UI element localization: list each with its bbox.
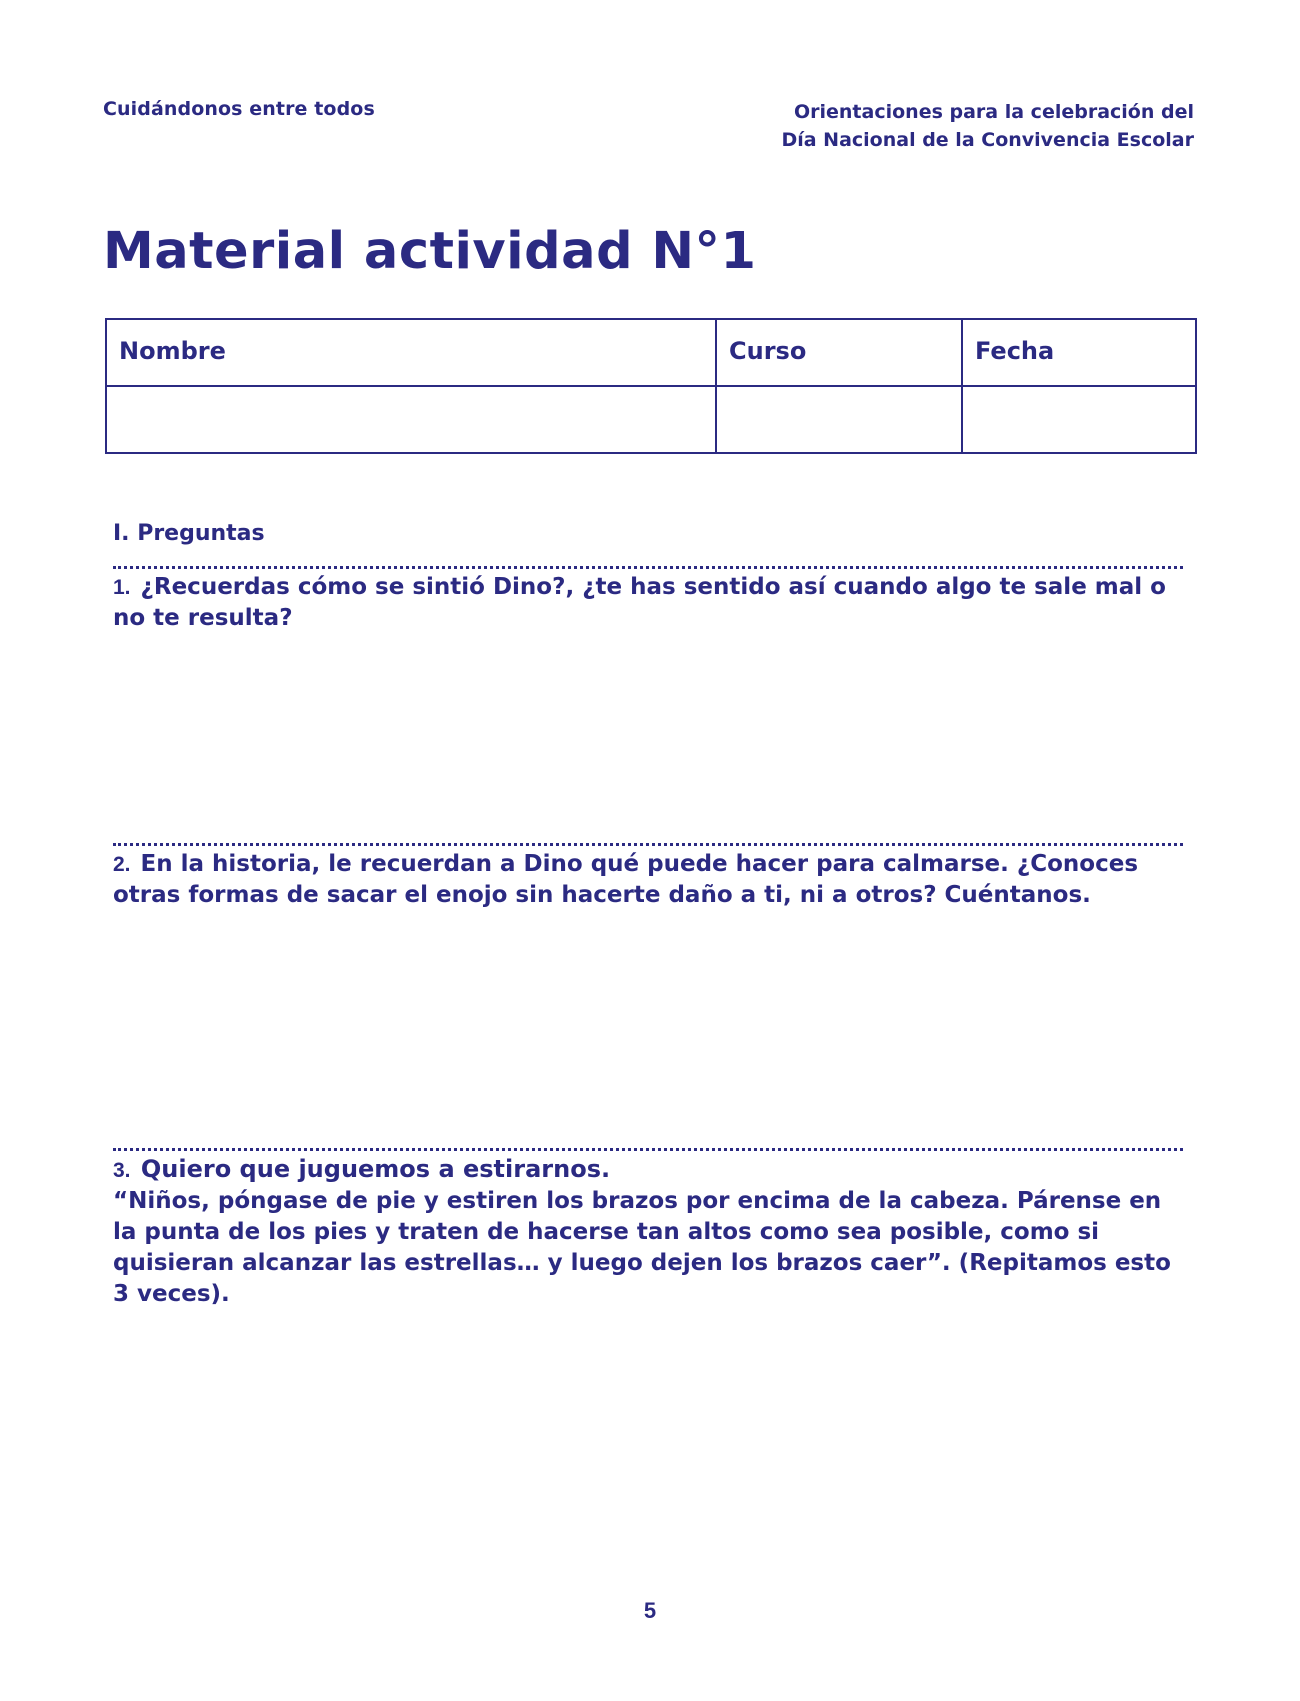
header-right	[781, 98, 1194, 154]
question-1-text: ¿Recuerdas cómo se sintió Dino?, ¿te has sentido así cuando algo te sale mal o no te resulta?	[113, 574, 1166, 631]
page-number: 5	[643, 1598, 657, 1623]
dotted-divider	[113, 1148, 1183, 1151]
header-right-line-2: Día Nacional de la Convivencia Escolar	[781, 129, 1194, 151]
info-header-row	[106, 319, 1196, 386]
question-3-number: 3.	[113, 1159, 131, 1182]
page-title: Material actividad N°1	[103, 222, 757, 281]
question-2	[113, 849, 1188, 911]
question-3-text: “Niños, póngase de pie y estiren los brazos por encima de la cabeza. Párense en la punta de los pies y traten de hacerse tan altos como sea posible, como si quisieran alcanzar las estrellas… y luego dejen los brazos caer”. (Repitamos esto 3 veces).	[113, 1188, 1171, 1307]
fecha-header: Fecha	[962, 319, 1196, 386]
student-info-table	[105, 318, 1197, 454]
question-1	[113, 572, 1188, 634]
fecha-field[interactable]	[962, 386, 1196, 453]
info-value-row	[106, 386, 1196, 453]
header-left-text: Cuidándonos entre todos	[103, 98, 375, 120]
nombre-field[interactable]	[106, 386, 716, 453]
question-2-number: 2.	[113, 853, 131, 876]
question-3	[113, 1154, 1188, 1310]
question-3-heading-text: Quiero que juguemos a estirarnos.	[140, 1155, 611, 1183]
curso-field[interactable]	[716, 386, 962, 453]
question-3-heading	[113, 1154, 1188, 1186]
dotted-divider	[113, 843, 1183, 846]
nombre-header: Nombre	[106, 319, 716, 386]
header-right-line-1: Orientaciones para la celebración del	[793, 101, 1194, 123]
section-title: I. Preguntas	[113, 521, 265, 546]
dotted-divider	[113, 566, 1183, 569]
question-1-number: 1.	[113, 576, 131, 599]
curso-header: Curso	[716, 319, 962, 386]
question-2-text: En la historia, le recuerdan a Dino qué puede hacer para calmarse. ¿Conoces otras formas de sacar el enojo sin hacerte daño a ti, ni a otros? Cuéntanos.	[113, 851, 1139, 908]
